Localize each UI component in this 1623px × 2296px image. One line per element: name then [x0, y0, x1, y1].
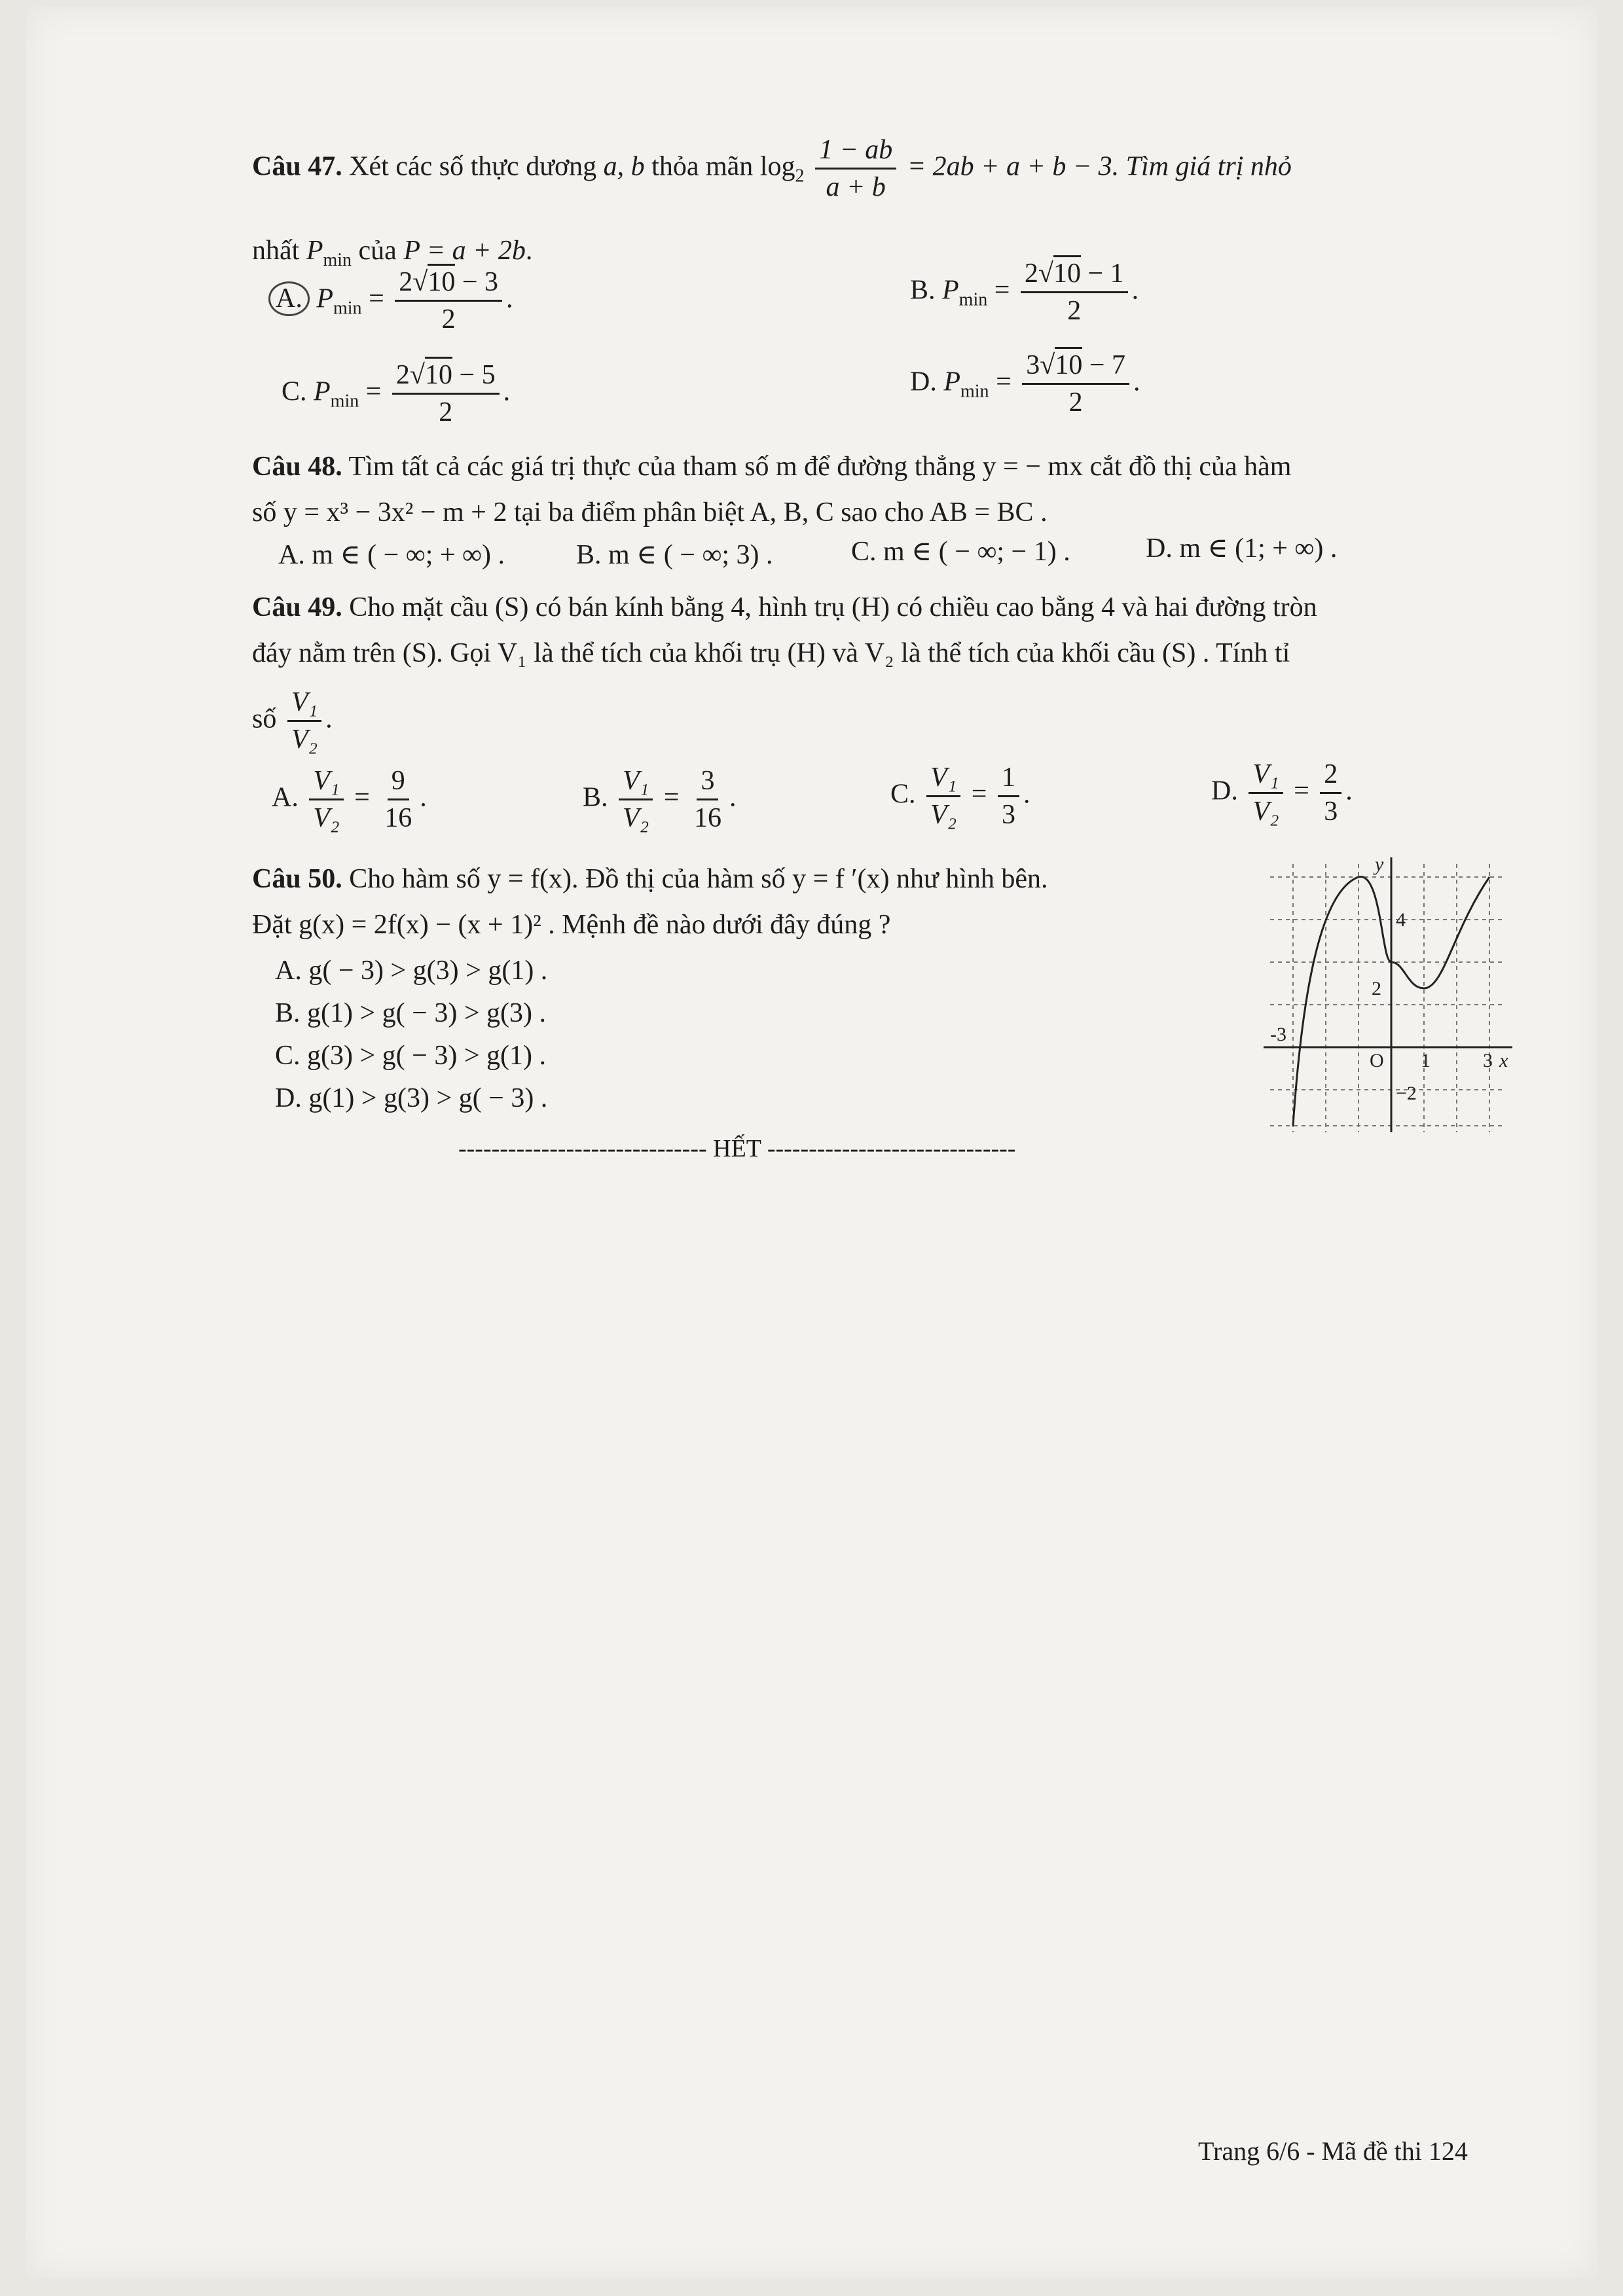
q48-option-d[interactable]: D. m ∈ (1; + ∞) . [1146, 533, 1338, 564]
q47-rhs: = 2ab + a + b − 3. Tìm giá trị nhỏ [907, 151, 1292, 182]
q47-option-c-fraction: $\frac{2√10 - 5}{2}$ [392, 360, 500, 427]
q47-option-d-fraction: $\frac{3√10 - 7}{2}$ [1022, 350, 1129, 418]
q48-option-c[interactable]: C. m ∈ ( − ∞; − 1) . [851, 537, 1070, 567]
q47-label: Câu 47. [252, 151, 342, 182]
q47-log-base: 2 [795, 166, 805, 187]
q47-option-c[interactable]: C. $P_{min}$ = $\frac{2√10 - 5}{2}$ . [282, 360, 510, 427]
q47-option-a[interactable]: A. $P_{min}$ = $\frac{2√10 - 3}{2}$ . [275, 267, 513, 334]
graph-label-3: 3 [1483, 1050, 1493, 1071]
q47-frac-num: 1 − ab [815, 135, 896, 170]
q47-text-a: Xét các số thực dương [349, 151, 597, 182]
q47-option-d[interactable]: D. $P_{min}$ = $\frac{3√10 - 7}{2}$ . [910, 350, 1140, 418]
q50-derivative-graph [1257, 851, 1519, 1139]
q49-line3-pre: số [252, 704, 277, 734]
q47-pmin-sub: min [323, 250, 352, 270]
graph-label-y: y [1375, 853, 1384, 875]
graph-label-2: 2 [1372, 978, 1381, 999]
q48-line2: số y = x³ − 3x² − m + 2 tại ba điểm phân biệt A, B, C sao cho AB = BC . [252, 497, 1048, 528]
q50-option-d[interactable]: D. g(1) > g(3) > g( − 3) . [275, 1083, 548, 1113]
q47-option-b-letter: B. [910, 275, 936, 306]
graph-label-1: 1 [1421, 1050, 1431, 1071]
q49-line1 [252, 592, 1317, 622]
q47-option-a-letter: A. [268, 281, 310, 315]
q47-log: log [759, 151, 795, 182]
q50-option-a[interactable]: A. g( − 3) > g(3) > g(1) . [275, 956, 548, 986]
q48-line1 [252, 452, 1291, 482]
q50-label: Câu 50. [252, 864, 342, 894]
end-dashes-left: ------------------------------ [458, 1135, 707, 1162]
q47-pmin: P [306, 236, 323, 266]
graph-label-x: x [1499, 1050, 1508, 1071]
end-dashes-right: ------------------------------ [767, 1135, 1016, 1162]
q50-line1 [252, 864, 1048, 894]
q49-option-c[interactable]: C. $\frac{\text{V₁}}{\text{V₂}}$ = $\frac{1}{3}$ . [890, 762, 1030, 831]
q47-line2 [252, 236, 532, 271]
q48-label: Câu 48. [252, 452, 342, 482]
q50-text-1: Cho hàm số y = f(x). Đồ thị của hàm số y = f ′(x) như hình bên. [349, 864, 1048, 894]
graph-label-neg2: −2 [1396, 1083, 1417, 1104]
q47-option-b-fraction: $\frac{2√10 - 1}{2}$ [1021, 259, 1128, 326]
q50-line2: Đặt g(x) = 2f(x) − (x + 1)² . Mệnh đề nào dưới đây đúng ? [252, 910, 891, 940]
q50-option-b[interactable]: B. g(1) > g( − 3) > g(3) . [275, 998, 546, 1028]
q48-text-1: Tìm tất cả các giá trị thực của tham số m để đường thẳng y = − mx cắt đồ thị của hàm [348, 452, 1292, 482]
end-marker [458, 1136, 1015, 1163]
q49-label: Câu 49. [252, 592, 342, 622]
q47-expression: P = a + 2b [403, 236, 526, 266]
q47-line2-b: của [358, 236, 397, 266]
q47-vars: a, b [603, 151, 645, 182]
q49-option-a[interactable]: A. $\frac{\text{V₁}}{\text{V₂}}$ = $\frac{9}{16}$ . [272, 766, 427, 834]
graph-label-origin: O [1370, 1050, 1384, 1071]
q47-line1 [252, 135, 1292, 202]
q47-log-fraction [815, 135, 896, 202]
q47-option-b[interactable]: B. $P_{min}$ = $\frac{2√10 - 1}{2}$ . [910, 259, 1139, 326]
q47-option-a-fraction: $\frac{2√10 - 3}{2}$ [395, 267, 502, 334]
q49-ratio: $\frac{\text{V₁}}{\text{V₂}}$ [287, 687, 321, 755]
exam-page [26, 7, 1597, 2278]
q47-text-b: thỏa mãn [651, 151, 754, 182]
graph-label-4: 4 [1396, 909, 1406, 931]
q49-line3: số $\frac{\text{V₁}}{\text{V₂}}$ . [252, 687, 333, 755]
q47-option-c-letter: C. [282, 376, 307, 407]
graph-grid [1270, 864, 1506, 1132]
q49-text-1: Cho mặt cầu (S) có bán kính bằng 4, hình trụ (H) có chiều cao bằng 4 và hai đường tròn [349, 592, 1317, 622]
q48-option-a[interactable]: A. m ∈ ( − ∞; + ∞) . [278, 540, 505, 570]
q47-frac-den: a + b [826, 172, 886, 203]
q47-line2-a: nhất [252, 236, 300, 266]
q49-option-b[interactable]: B. $\frac{\text{V₁}}{\text{V₂}}$ = $\frac{3}{16}$ . [583, 766, 737, 834]
graph-label-neg3: -3 [1270, 1024, 1286, 1045]
q47-line2-end: . [525, 236, 533, 266]
q49-option-d[interactable]: D. $\frac{\text{V₁}}{\text{V₂}}$ = $\frac{2}{3}$ . [1211, 759, 1353, 827]
q47-option-d-letter: D. [910, 367, 937, 397]
end-word: HẾT [713, 1135, 761, 1162]
page-footer: Trang 6/6 - Mã đề thi 124 [1198, 2136, 1468, 2166]
q49-line2: đáy nằm trên (S). Gọi V₁ là thể tích của khối trụ (H) và V₂ là thể tích của khối cầu (S) . Tính tỉ [252, 638, 1290, 668]
q48-option-b[interactable]: B. m ∈ ( − ∞; 3) . [576, 540, 773, 570]
q50-option-c[interactable]: C. g(3) > g( − 3) > g(1) . [275, 1041, 546, 1071]
